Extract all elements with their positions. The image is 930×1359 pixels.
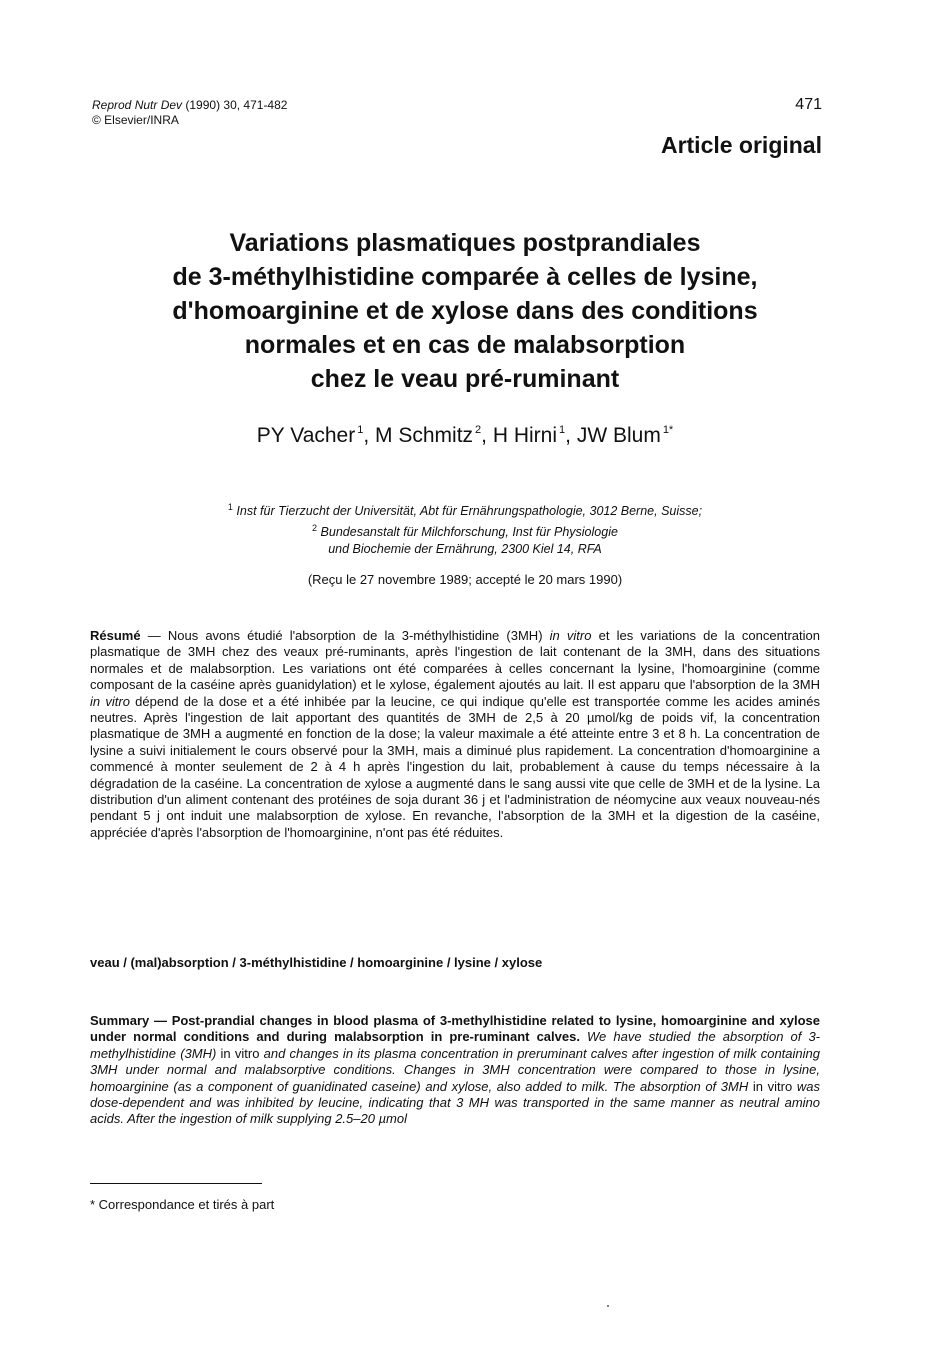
abstract-italic: in vitro xyxy=(549,628,592,643)
abstract-dash: — xyxy=(140,628,168,643)
summary-en xyxy=(90,1013,820,1128)
summary-text: We have studied the absorption of 3-methylhistidine (3MH) xyxy=(90,1029,821,1061)
affiliation-mark: 1 xyxy=(227,502,233,512)
article-title xyxy=(80,226,850,396)
footnote-rule xyxy=(90,1183,262,1184)
author-name: M Schmitz xyxy=(375,424,474,447)
affiliation-mark: 2 xyxy=(312,523,318,534)
abstract-label: Résumé xyxy=(90,628,141,643)
title-line: normales et en cas de malabsorption xyxy=(244,331,686,359)
summary-text: was dose-dependent and was inhibited by leucine, indicating that 3 MH was transported in the same manner as neutral amino acids. After the ingestion of milk supplying 2.5–20 µmol xyxy=(90,1078,820,1127)
article-type: Article original xyxy=(660,132,822,158)
affiliation-text: Bundesanstalt für Milchforschung, Inst für Physiologie xyxy=(320,525,618,540)
keywords: veau / (mal)absorption / 3-méthylhistidine / homoarginine / lysine / xylose xyxy=(90,955,543,970)
footnote: * Correspondance et tirés à part xyxy=(90,1197,275,1212)
summary-lead: Summary — Post-prandial changes in blood plasma of 3-methylhistidine related to lysine, homoarginine and xylose under normal conditions and during malabsorption in pre-ruminant calves. xyxy=(90,1013,820,1045)
journal-name: Reprod Nutr Dev xyxy=(92,98,183,112)
abstract-text: dépend de la dose et a été inhibée par la leucine, ce qui indique qu'elle est transportée comme les acides aminés neutres. Après l'ingestion de lait apportant des quantités de 3MH de 2,5 à 20 µmol/kg de poids vif, la concentration plasmatique de 3MH a augmenté en fonction de la dose; la valeur maximale a été atteinte entre 3 et 8 h. La concentration de lysine a suivi initialement le cours observé pour la 3MH, mais a diminué plus rapidement. La concentration d'homoarginine a commencé à monter seulement de 2 à 4 h après l'ingestion du lait, probablement à cause du temps nécessaire à la dégradation de la caséine. La concentration de xylose a augmenté dans le sang aussi vite que celle de 3MH et de la lysine. La distribution d'un aliment contenant des protéines de soja durant 36 j et l'administration de néomycine aux veaux nouveau-nés pendant 5 j ont induit une malabsorption de xylose. En revanche, l'absorption de la 3MH et la digestion de la caséine, appréciée d'après l'absorption de l'homoarginine, n'ont pas été réduites. xyxy=(90,693,820,840)
affiliation-line xyxy=(80,541,850,558)
abstract-text: et les variations de la concentration plasmatique de 3MH chez des veaux pré-ruminants, après l'ingestion de lait contenant de la 3MH, dans des situations normales et de malabsorption. Les variations ont été comparées à celles concernant la lysine, l'homoarginine (comme composant de la caséine après guanidylation) et le xylose, également ajoutés au lait. Il est apparu que l'absorption de la 3MH xyxy=(90,628,820,693)
summary-upright: in vitro xyxy=(752,1078,793,1094)
title-line: d'homoarginine et de xylose dans des conditions xyxy=(172,297,758,325)
abstract-fr xyxy=(90,628,820,841)
author-affiliation-mark: 1 xyxy=(357,424,364,436)
title-line: Variations plasmatiques postprandiales xyxy=(229,229,701,257)
abstract-italic: in vitro xyxy=(90,693,130,709)
author-affiliation-mark: 1 xyxy=(559,424,566,436)
received-dates: (Reçu le 27 novembre 1989; accepté le 20 mars 1990) xyxy=(307,572,623,587)
summary-upright: in vitro xyxy=(220,1045,260,1061)
summary-text: and changes in its plasma concentration in preruminant calves after ingestion of milk containing 3MH under normal and malabsorptive conditions. Changes in 3MH concentration were compared to those in lysine, homoarginine (as a component of guanidinated caseine) and xylose, also added to milk. The absorption of 3MH xyxy=(90,1045,820,1094)
speck xyxy=(607,1305,609,1307)
author-affiliation-mark: 2 xyxy=(475,424,482,436)
title-line: chez le veau pré-ruminant xyxy=(310,365,620,393)
author-name: JW Blum xyxy=(576,424,661,447)
affiliations xyxy=(80,499,850,558)
author-name: PY Vacher xyxy=(256,424,356,447)
affiliation-text: Inst für Tierzucht der Universität, Abt für Ernährungspathologie, 3012 Berne, Suisse; xyxy=(236,504,703,519)
journal-volume-pages: (1990) 30, 471-482 xyxy=(182,98,288,112)
journal-citation-line xyxy=(92,98,287,113)
author-list: PY Vacher $^1$, M Schmitz $^2$, H Hirni $^1$, JW Blum $^{1*}$ xyxy=(256,424,674,447)
publisher: © Elsevier/INRA xyxy=(92,113,179,127)
author-affiliation-mark: 1* xyxy=(662,424,674,436)
affiliation-line xyxy=(80,499,850,520)
author-name: H Hirni xyxy=(492,424,558,447)
affiliation-line xyxy=(80,520,850,541)
title-line: de 3-méthylhistidine comparée à celles de lysine, xyxy=(172,263,758,291)
abstract-text: Nous avons étudié l'absorption de la 3-méthylhistidine (3MH) xyxy=(167,628,550,643)
affiliation-text: und Biochemie der Ernährung, 2300 Kiel 14, RFA xyxy=(328,542,602,557)
page-number: 471 xyxy=(795,96,822,113)
journal-reference xyxy=(92,98,287,128)
